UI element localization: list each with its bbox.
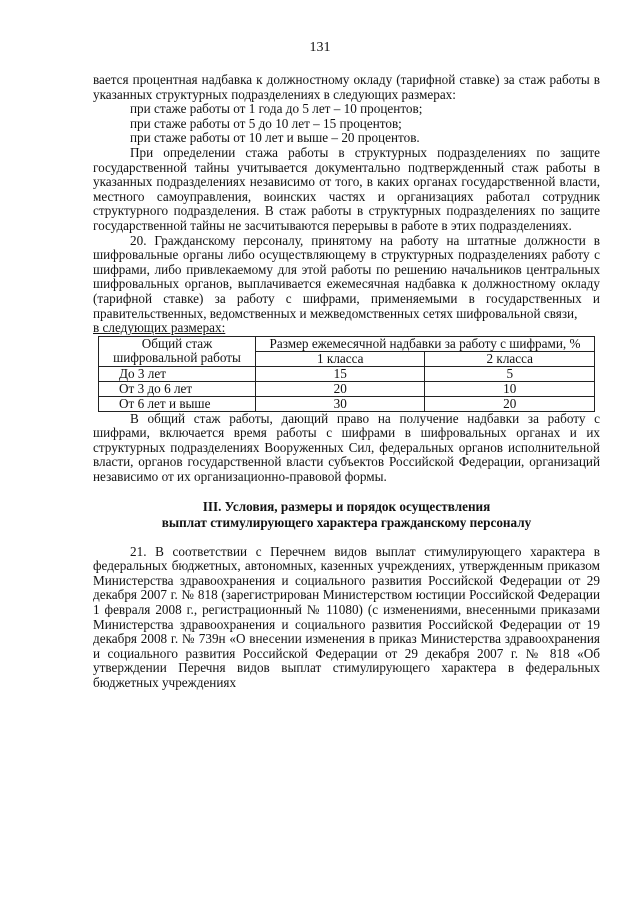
list-item: при стаже работы от 1 года до 5 лет – 10 процентов; [130, 101, 423, 117]
table-cell-label: До 3 лет [99, 366, 256, 381]
table-cell-class1: 15 [256, 366, 425, 381]
paragraph-stazh: При определении стажа работы в структурных подразделениях по защите государственной тайны учитывается документально подтвержденный стаж работы в указанных подразделениях независимо от того, в каких органах государственной власти, местного самоуправления, воинских частях и организациях работал сотрудник структурного подразделения. В стаж работы в структурных подразделениях по защите государственной тайны не засчитываются перерывы в работе в этих подразделениях. [93, 144, 600, 233]
table-cell-class2: 20 [425, 396, 595, 411]
table-cell-class1: 30 [256, 396, 425, 411]
document-body [93, 73, 600, 691]
page-number: 131 [309, 40, 331, 55]
table-row [99, 381, 595, 396]
paragraph-table-intro: в следующих размерах: [93, 320, 226, 336]
list-item: при стаже работы от 5 до 10 лет – 15 процентов; [130, 115, 402, 131]
table-row [99, 396, 595, 411]
table-cell-label: От 6 лет и выше [99, 396, 256, 411]
table-cell-label: От 3 до 6 лет [99, 381, 256, 396]
paragraph-20: 20. Гражданскому персоналу, принятому на работу на штатные должности в шифровальные органы либо осуществляющему в структурных подразделениях работу с шифрами, либо привлекаемому для этой работы по решению начальников центральных шифровальных органов, выплачивается ежемесячная надбавка к должностному окладу (тарифной ставке) за работу с шифрами, применяемыми в государственных и правительственных, ведомственных и межведомственных сетях шифровальной связи, [93, 232, 600, 321]
table-header-allowance: Размер ежемесячной надбавки за работу с шифрами, % [256, 336, 595, 351]
spacer [93, 485, 600, 499]
table-row [99, 366, 595, 381]
paragraph-21: 21. В соответствии с Перечнем видов выплат стимулирующего характера в федеральных бюджетных, автономных, казенных учреждениях, утвержденным приказом Министерства здравоохранения и социального развития Российской Федерации от 29 декабря 2007 г. № 818 (зарегистрирован Министерством юстиции Российской Федерации 1 февраля 2008 г., регистрационный № 11080) (с изменениями, внесенными приказами Министерства здравоохранения и социального развития Российской Федерации от 19 декабря 2008 г. № 739н «О внесении изменения в приказ Министерства здравоохранения и социального развития Российской Федерации от 29 декабря 2007 г. № 818 «Об утверждении Перечня видов выплат стимулирующего характера в федеральных бюджетных учреждениях [93, 543, 600, 690]
table-header-experience: Общий стаж шифровальной работы [99, 336, 256, 366]
list-item: при стаже работы от 10 лет и выше – 20 процентов. [130, 130, 420, 146]
section-heading-line2: выплат стимулирующего характера гражданскому персоналу [161, 514, 532, 530]
section-heading-line1: III. Условия, размеры и порядок осуществления [202, 498, 491, 514]
paragraph-continuation: вается процентная надбавка к должностному окладу (тарифной ставке) за стаж работы в указанных структурных подразделениях в следующих размерах: [93, 72, 600, 102]
table-cell-class1: 20 [256, 381, 425, 396]
allowance-table [98, 336, 595, 412]
spacer [93, 531, 600, 545]
paragraph-after-table: В общий стаж работы, дающий право на получение надбавки за работу с шифрами, включается время работы с шифрами в шифровальных органах и их структурных подразделениях Вооруженных Сил, федеральных органов исполнительной власти, органов государственной власти субъектов Российской Федерации, организаций независимо от их организационно-правовой формы. [93, 410, 600, 485]
table-cell-class2: 10 [425, 381, 595, 396]
table-cell-class2: 5 [425, 366, 595, 381]
table-subheader-class1: 1 класса [256, 351, 425, 366]
table-subheader-class2: 2 класса [425, 351, 595, 366]
